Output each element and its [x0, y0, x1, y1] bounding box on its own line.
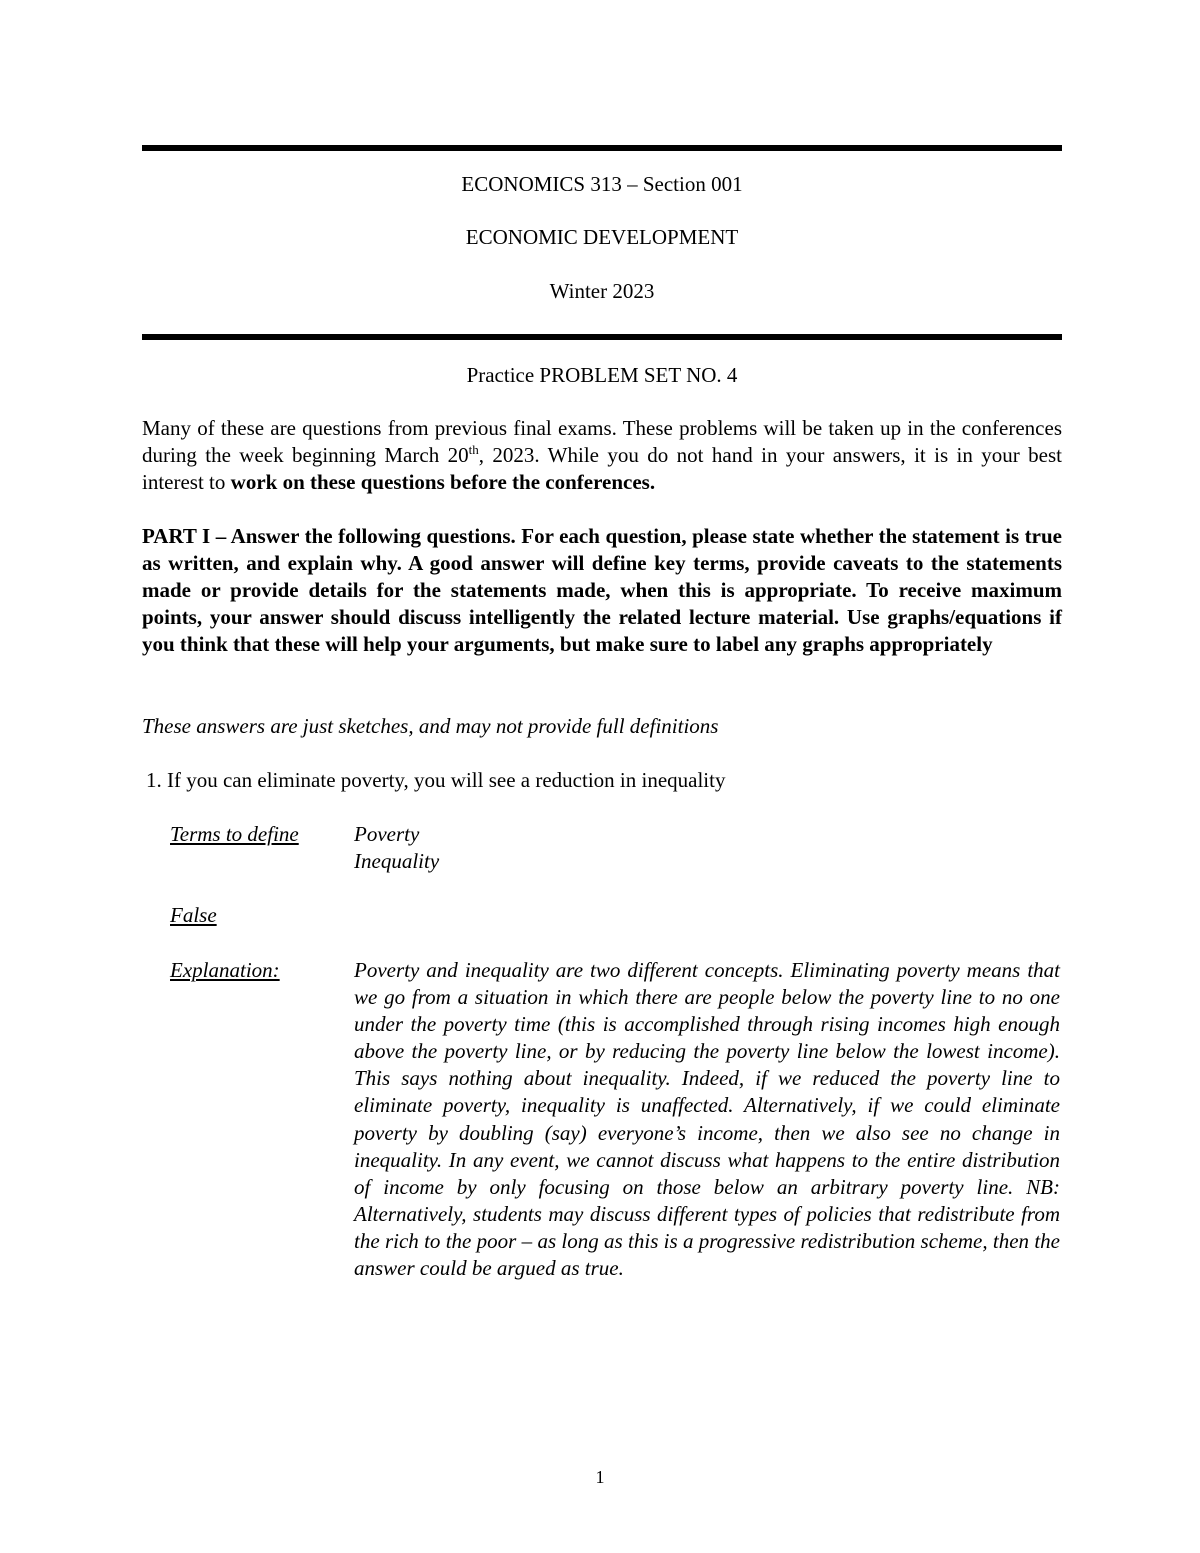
explanation-label: Explanation:: [170, 958, 280, 982]
problem-set-title: Practice PROBLEM SET NO. 4: [466, 363, 738, 387]
term-poverty: Poverty: [354, 822, 420, 846]
question-1: [146, 767, 1046, 794]
term-inequality: Inequality: [354, 849, 440, 873]
question-number: 1.: [146, 768, 162, 792]
top-rule: [142, 145, 1062, 151]
course-term: Winter 2023: [549, 279, 655, 303]
intro-superscript: th: [468, 442, 479, 457]
course-subject: ECONOMIC DEVELOPMENT: [465, 225, 739, 249]
intro-text-1: Many of these are questions from previous final exams. These problems will be taken up in the conferences during the week beginning March 20: [142, 416, 1062, 467]
intro-paragraph: [142, 415, 1062, 496]
question-text: If you can eliminate poverty, you will see a reduction in inequality: [167, 768, 726, 792]
verdict: False: [170, 903, 217, 927]
intro-text-2: , 2023. While you do not hand in your answers, it is in your best interest to: [142, 443, 1063, 494]
bottom-rule: [142, 334, 1062, 340]
intro-bold-text: work on these questions before the conferences.: [230, 470, 656, 494]
part-heading: PART I – Answer the following questions. For each question, please state whether the statement is true as written, and explain why. A good answer will define key terms, provide caveats to the statements made or provide details for the statements made, when this is appropriate. To receive maximum points, your answer should discuss intelligently the related lecture material. Use graphs/equations if you think that these will help your arguments, but make sure to label any graphs appropriately: [142, 524, 1062, 656]
course-title: ECONOMICS 313 – Section 001: [461, 172, 743, 196]
terms-label: Terms to define: [170, 822, 299, 846]
explanation-text: Poverty and inequality are two different concepts. Eliminating poverty means that we go from a situation in which there are people below the poverty line to no one under the poverty time (this is accomplished through rising incomes high enough above the poverty line, or by reducing the poverty line below the lowest income). This says nothing about inequality. Indeed, if we reduced the poverty line to eliminate poverty, inequality is unaffected. Alternatively, if we could eliminate poverty by doubling (say) everyone’s income, then we also see no change in inequality. In any event, we cannot discuss what happens to the entire distribution of income by only focusing on those below an arbitrary poverty line. NB: Alternatively, students may discuss different types of policies that redistribute from the rich to the poor – as long as this is a progressive redistribution scheme, then the answer could be argued as true.: [354, 958, 1060, 1281]
page-number: 1: [595, 1467, 605, 1487]
sketch-note: These answers are just sketches, and may not provide full definitions: [142, 714, 719, 738]
